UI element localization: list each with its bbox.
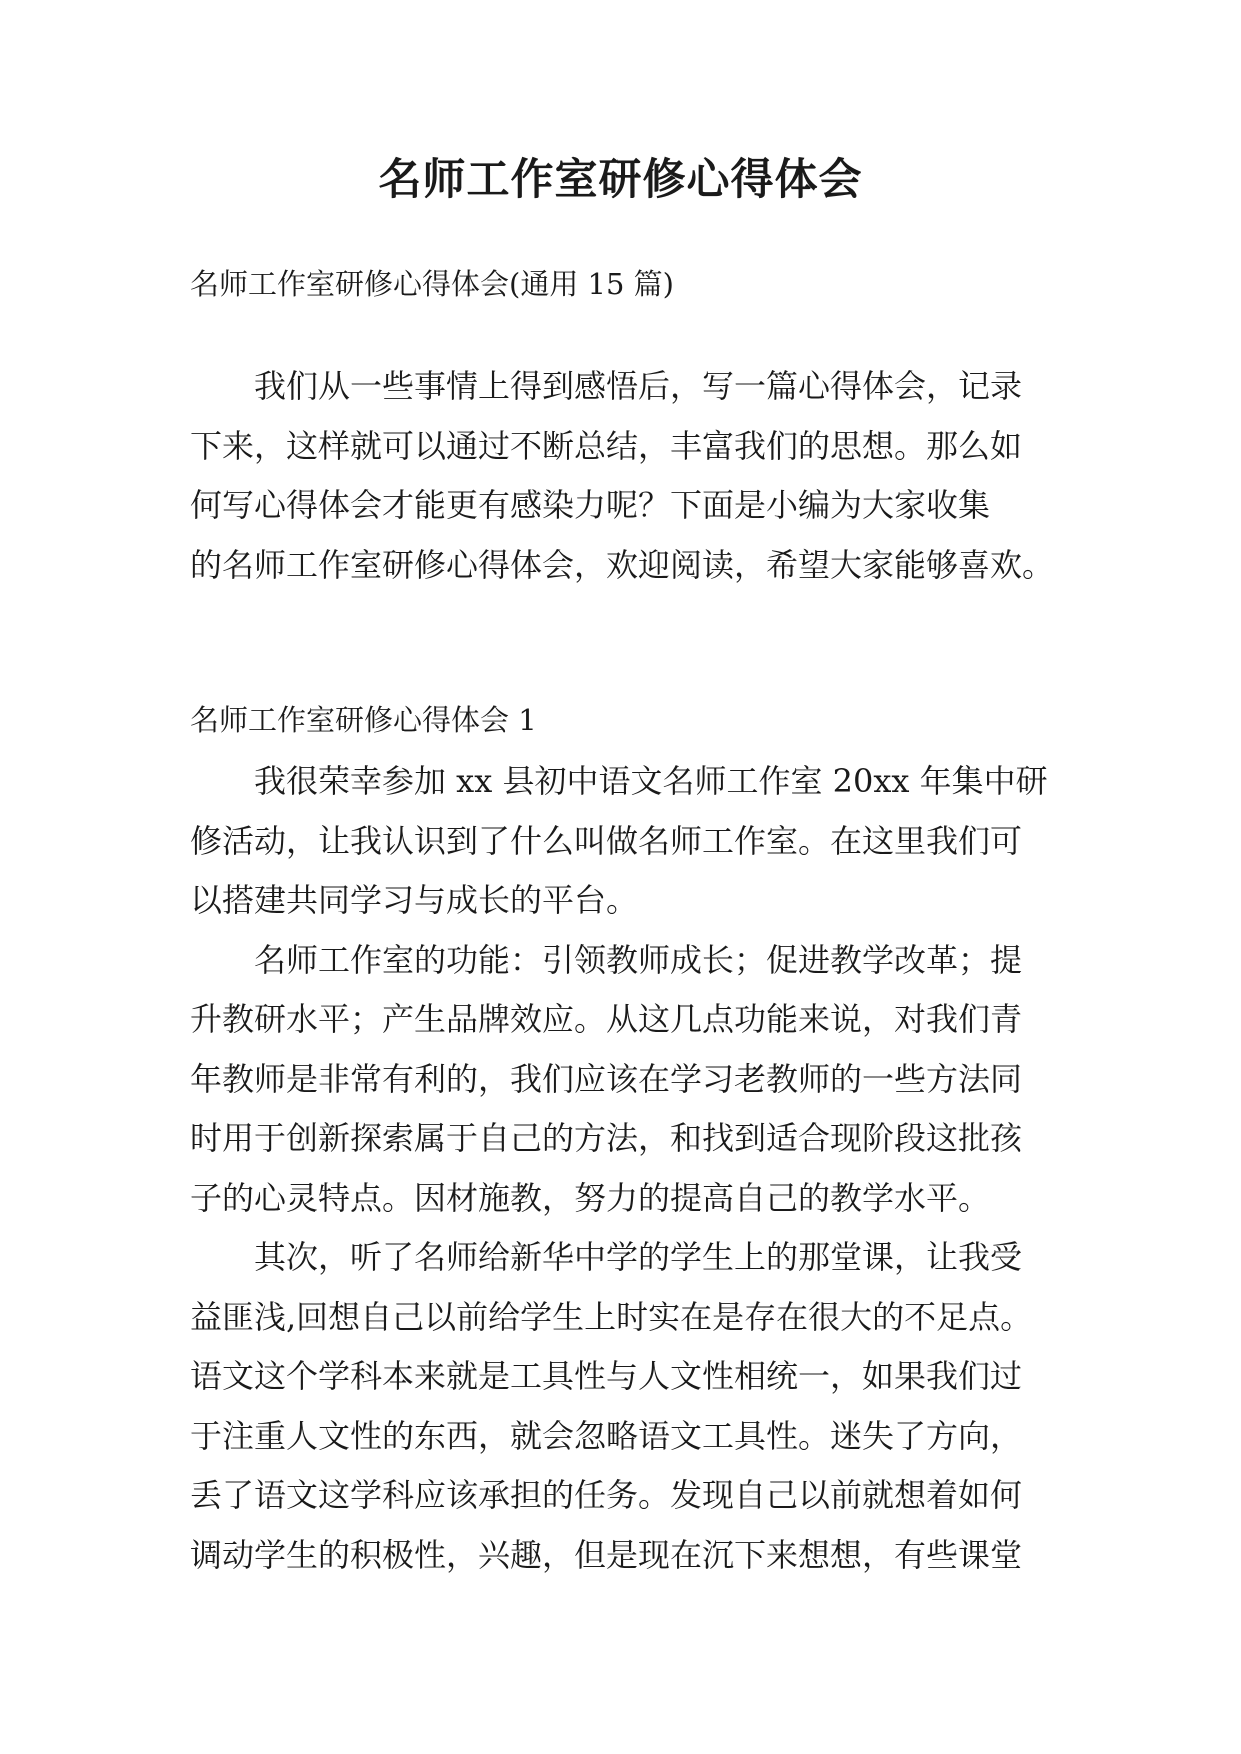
- body-line: 修活动，让我认识到了什么叫做名师工作室。在这里我们可: [190, 821, 1023, 860]
- intro-line: 的名师工作室研修心得体会，欢迎阅读，希望大家能够喜欢。: [190, 545, 1055, 584]
- intro-paragraph: [190, 357, 1060, 595]
- intro-line: 我们从一些事情上得到感悟后，写一篇心得体会，记录: [254, 367, 1023, 405]
- body-line: 语文这个学科本来就是工具性与人文性相统一，如果我们过: [190, 1357, 1023, 1395]
- section-heading: 名师工作室研修心得体会 1: [190, 703, 537, 737]
- body-line: 其次，听了名师给新华中学的学生上的那堂课，让我受: [254, 1238, 1023, 1276]
- body-line: 益匪浅,回想自己以前给学生上时实在是存在很大的不足点。: [190, 1297, 1033, 1336]
- section-body: [190, 752, 1060, 1585]
- body-line: 时用于创新探索属于自己的方法，和找到适合现阶段这批孩: [190, 1119, 1023, 1157]
- intro-line: 何写心得体会才能更有感染力呢？下面是小编为大家收集: [190, 486, 991, 524]
- body-line: 名师工作室的功能：引领教师成长；促进教学改革；提: [254, 940, 1023, 979]
- body-line: 调动学生的积极性，兴趣，但是现在沉下来想想，有些课堂: [190, 1535, 1023, 1574]
- body-line: 子的心灵特点。因材施教，努力的提高自己的教学水平。: [190, 1178, 991, 1217]
- document-subtitle: 名师工作室研修心得体会(通用 15 篇): [190, 267, 674, 301]
- body-line: 我很荣幸参加 xx 县初中语文名师工作室 20xx 年集中研: [254, 762, 1048, 800]
- body-line: 年教师是非常有利的，我们应该在学习老教师的一些方法同: [190, 1059, 1023, 1098]
- body-line: 丢了语文这学科应该承担的任务。发现自己以前就想着如何: [190, 1476, 1023, 1514]
- body-line: 升教研水平；产生品牌效应。从这几点功能来说，对我们青: [190, 1000, 1023, 1038]
- intro-line: 下来，这样就可以通过不断总结，丰富我们的思想。那么如: [190, 426, 1023, 465]
- body-line: 以搭建共同学习与成长的平台。: [190, 881, 639, 919]
- document-title: 名师工作室研修心得体会: [378, 155, 863, 205]
- body-line: 于注重人文性的东西，就会忽略语文工具性。迷失了方向，: [190, 1416, 1023, 1455]
